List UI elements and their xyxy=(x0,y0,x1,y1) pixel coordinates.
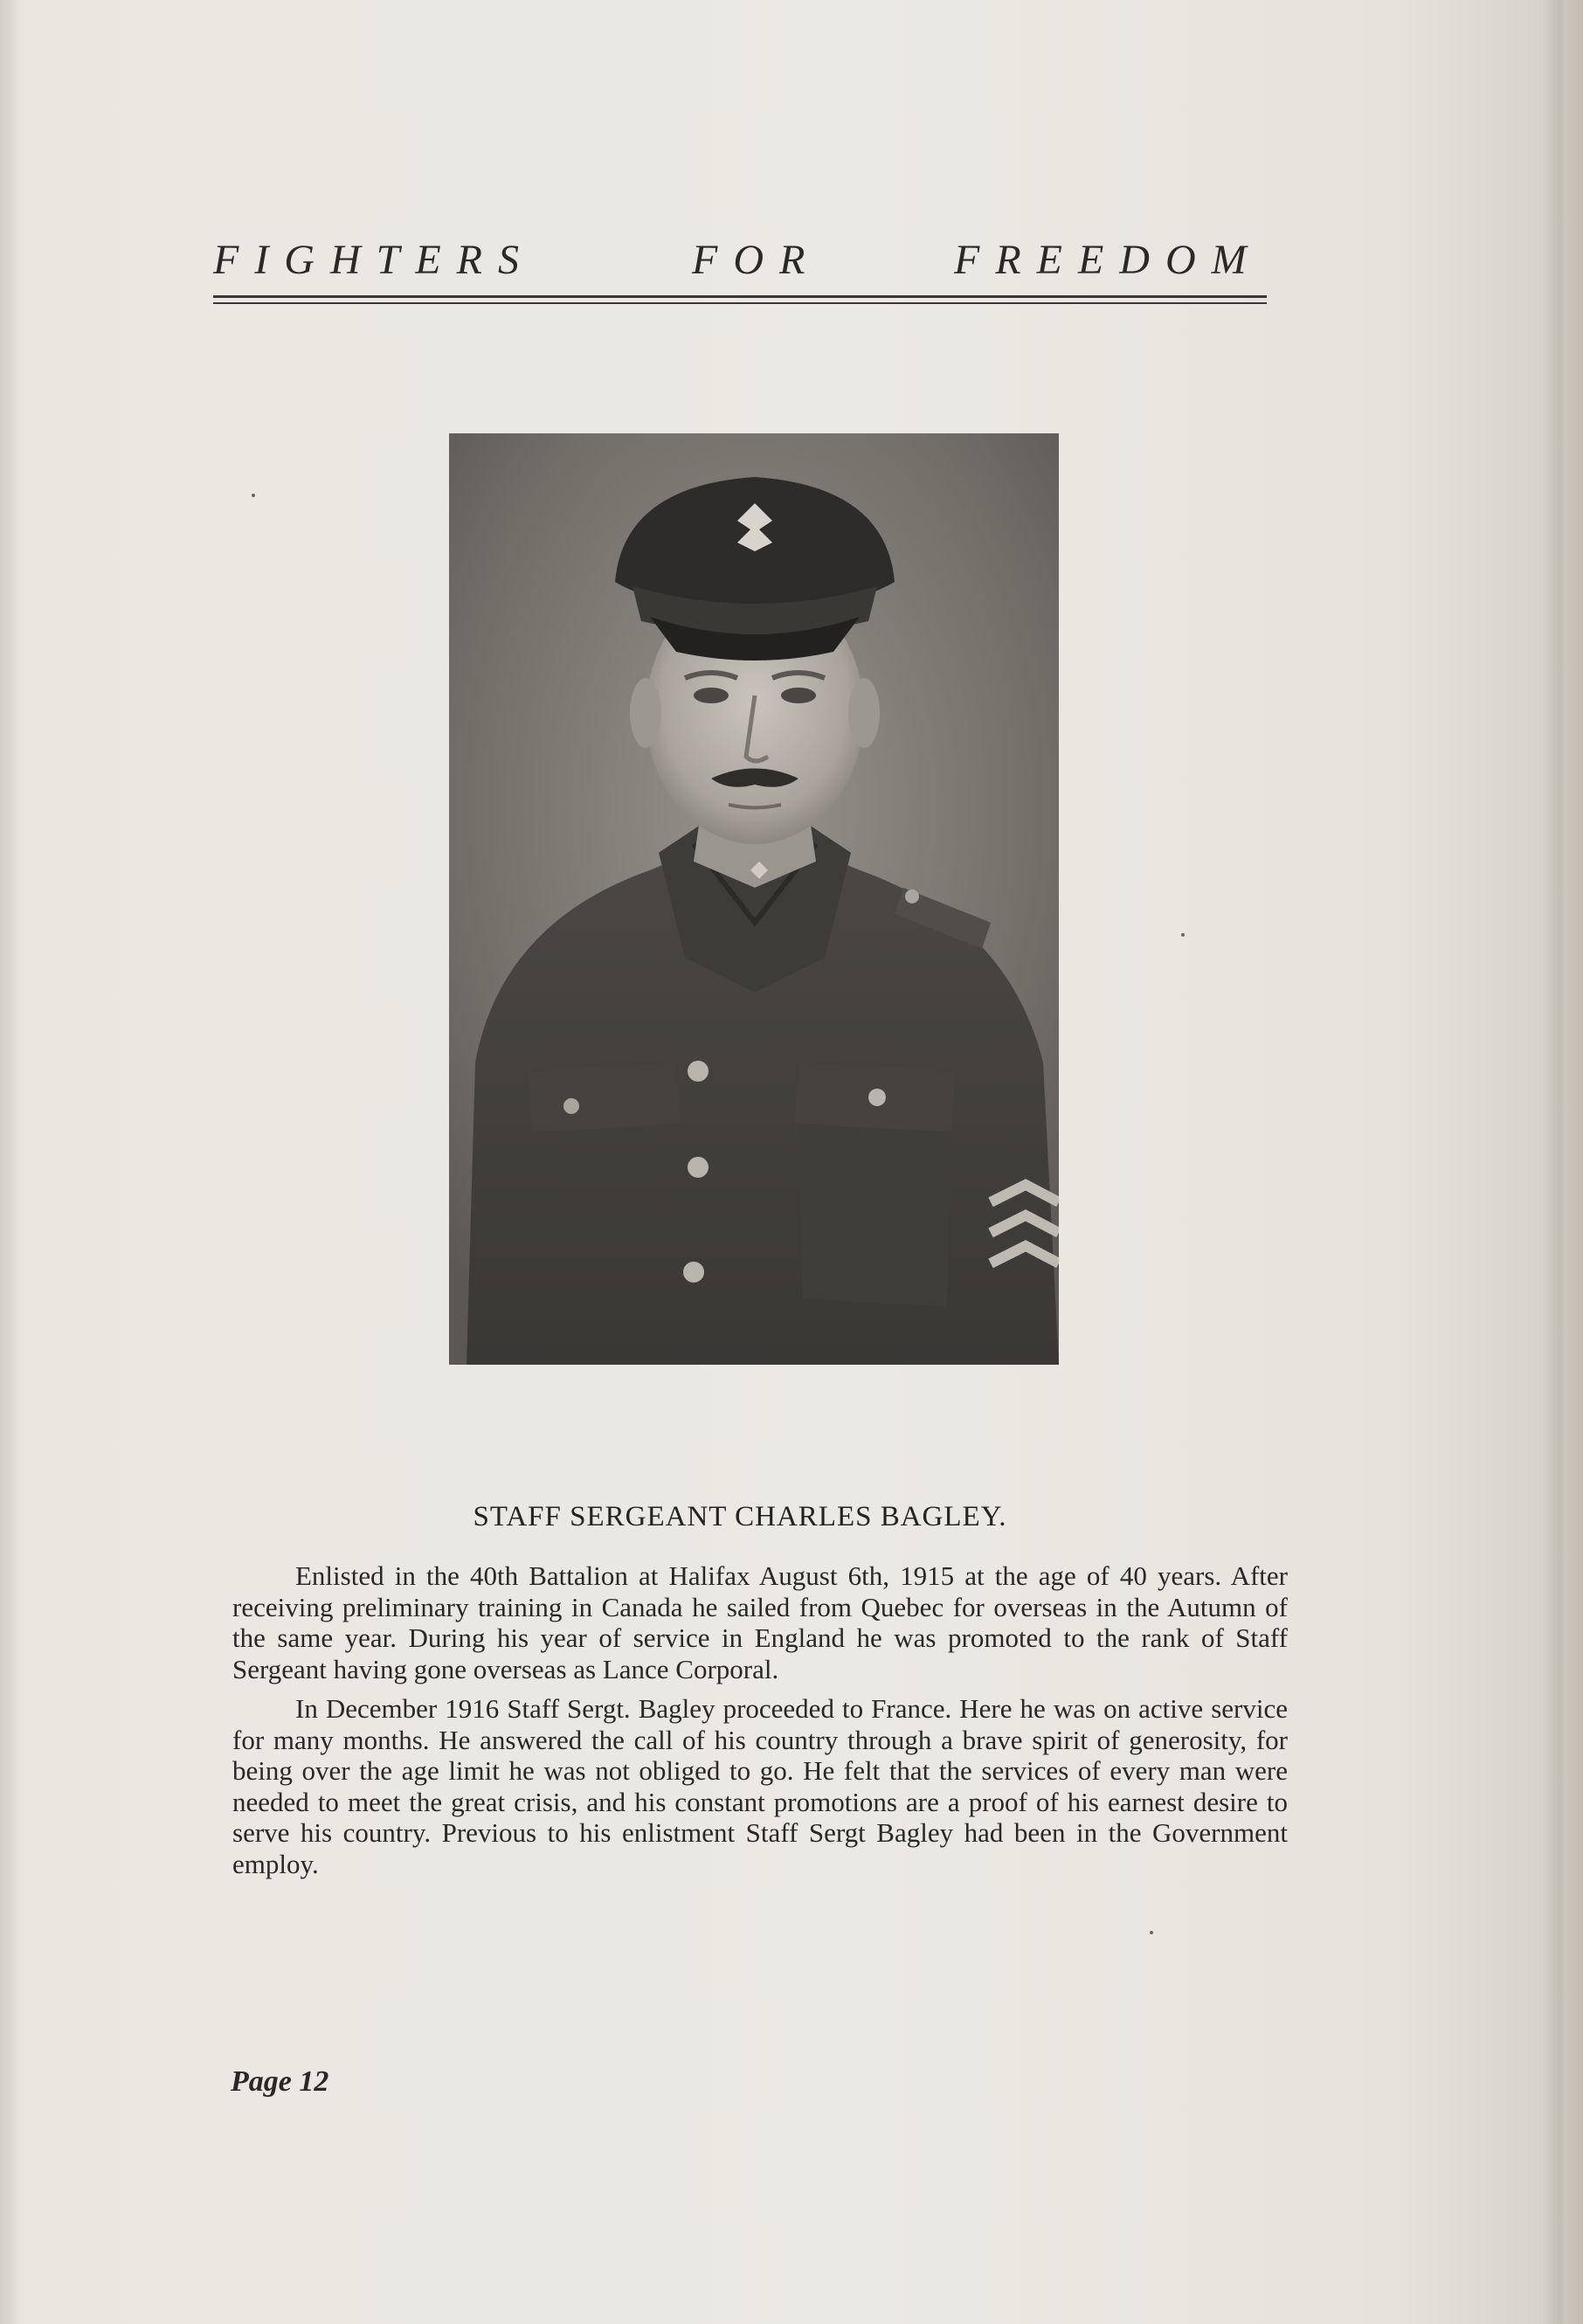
header-word-freedom: FREEDOM xyxy=(954,237,1262,283)
page-number: Page 12 xyxy=(231,2065,329,2098)
running-header xyxy=(213,229,1267,290)
header-rule-top xyxy=(213,295,1267,298)
body-paragraph-1: Enlisted in the 40th Battalion at Halifax August 6th, 1915 at the age of 40 years. After receiving preliminary training in Canada he sailed from Quebec for overseas in the Autumn of the same year. During his year of service in England he was promoted to the rank of Staff Sergeant having gone overseas as Lance Corporal. xyxy=(232,1560,1288,1684)
body-paragraph-2: In December 1916 Staff Sergt. Bagley proceeded to France. Here he was on active service for many months. He answered the call of his country through a brave spirit of generosity, for being over the age limit he was not obliged to go. He felt that the services of every man were needed to meet the great crisis, and his constant promotions are a proof of his earnest desire to serve his country. Previous to his enlistment Staff Sergt Bagley had been in the Government employ. xyxy=(232,1693,1288,1879)
caption-title: STAFF SERGEANT CHARLES BAGLEY. xyxy=(473,1501,1007,1532)
paper-speck xyxy=(252,494,255,497)
header-word-fighters: FIGHTERS xyxy=(213,237,535,283)
portrait-photo xyxy=(449,433,1059,1365)
page-edge xyxy=(1543,0,1583,2324)
header-word-for: FOR xyxy=(692,237,821,283)
paper-speck xyxy=(1150,1931,1153,1934)
body-text xyxy=(232,1560,1288,1888)
spine-shadow xyxy=(0,0,23,2324)
paper-speck xyxy=(1181,933,1185,937)
portrait-illustration xyxy=(449,433,1059,1365)
header-rule-bottom xyxy=(213,302,1267,304)
